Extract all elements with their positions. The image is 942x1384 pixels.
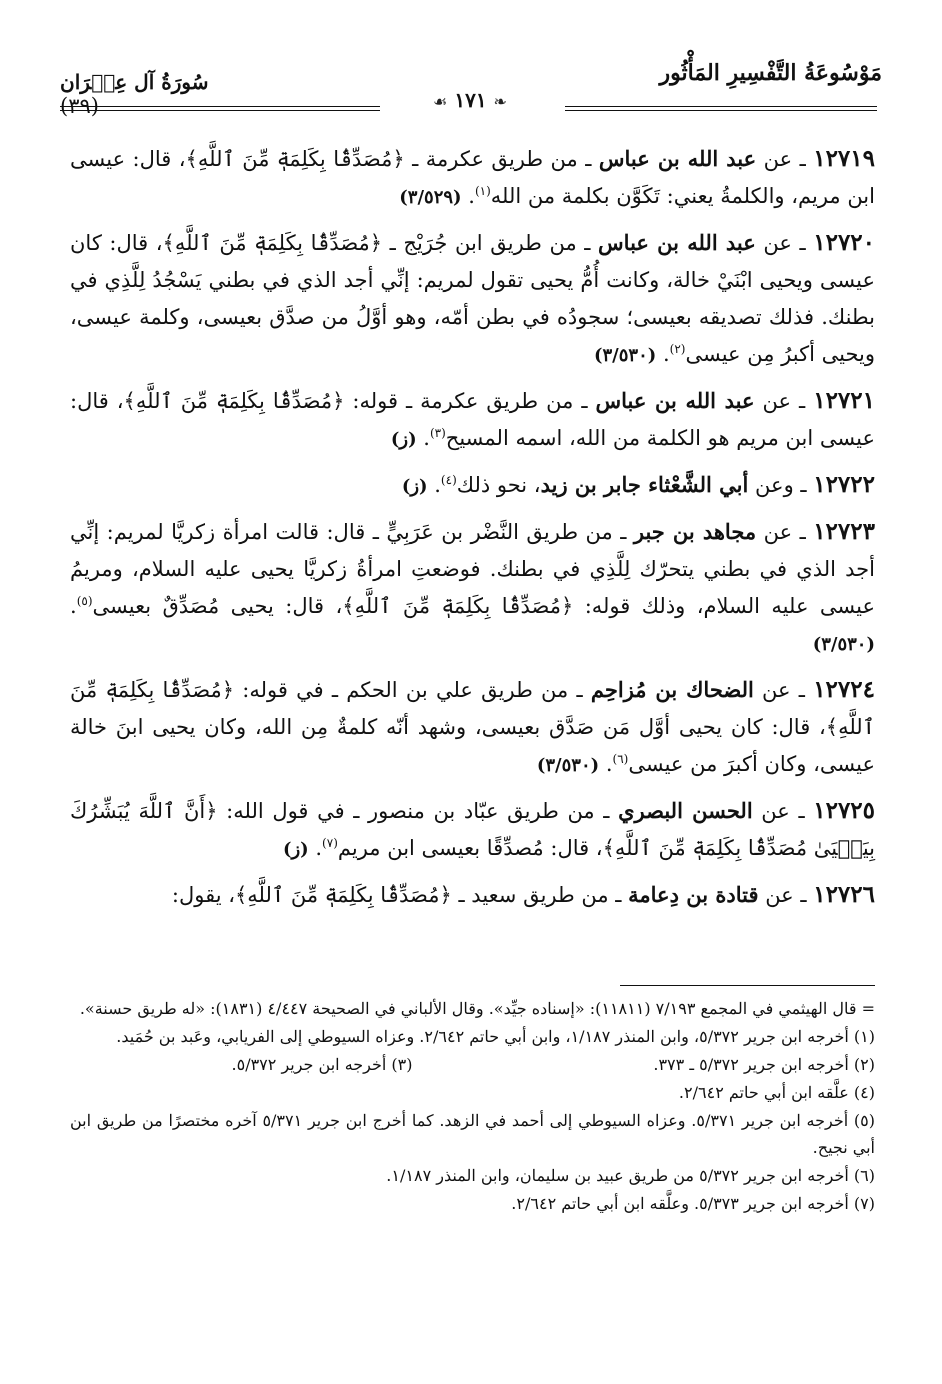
entry-text: . xyxy=(461,184,475,208)
entry-text: . xyxy=(599,752,613,776)
entry-text: . xyxy=(427,473,441,497)
entry-text: ـ عن xyxy=(756,520,814,544)
volume-reference: (ز) xyxy=(390,429,417,450)
footnote-3: (٣) أخرجه ابن جرير ٥/٣٧٢. xyxy=(231,1055,413,1074)
narrator-name: قتادة بن دِعامة xyxy=(628,882,759,907)
entry-number: ١٢٧٢٢ xyxy=(813,471,875,498)
body-text xyxy=(70,140,875,975)
volume-reference: (٣/٥٢٩) xyxy=(399,187,462,208)
footnote-7: (٧) أخرجه ابن جرير ٥/٣٧٣. وعلَّقه ابن أبي حاتم ٢/٦٤٢. xyxy=(511,1194,875,1213)
volume-reference: (ز) xyxy=(282,839,309,860)
sura-header xyxy=(60,70,240,118)
footnote-2: (٢) أخرجه ابن جرير ٥/٣٧٢ ـ ٣٧٣. xyxy=(653,1055,875,1074)
entry-text: . xyxy=(308,836,323,860)
narrator-name: الضحاك بن مُزاحِم xyxy=(590,677,754,702)
entry xyxy=(70,792,875,868)
entry-text: . xyxy=(416,426,430,450)
entry-number: ١٢٧١٩ xyxy=(813,145,875,172)
footnote-marker: (٣) xyxy=(429,426,446,440)
volume-reference: (ز) xyxy=(401,476,428,497)
entry-text: ، نحو ذلك xyxy=(456,473,541,497)
entry-text: ـ من طريق ابن جُرَيْج ـ ﴿مُصَدِّقَۢا بِكَلِمَةٖ مِّنَ ٱللَّهِ﴾، قال: كان عيسى ويحيى ابْنَيْ خالة، وكانت أُمُّ يحيى تقول لمريم: إنِّي أجد الذي في بطني يَسْجُدُ لِلَّذِي في بطنك. فذلك تصديقه بعيسى؛ سجودُه في بطن أمّه، وهو أوَّلُ من صدَّق بعيسى، وكلمة عيسى، ويحيى أكبرُ مِن عيسى xyxy=(70,231,875,366)
footnote-marker: (٥) xyxy=(76,594,93,608)
entry xyxy=(70,140,875,216)
footnote-1: (١) أخرجه ابن جرير ٥/٣٧٢، وابن المنذر ١/١٨٧، وابن أبي حاتم ٢/٦٤٢. وعزاه السيوطي إلى الفريابي، وعَبد بن حُمَيد. xyxy=(116,1027,875,1046)
sura-number: (٣٩) xyxy=(60,94,99,118)
footnote-marker: (٦) xyxy=(612,752,629,766)
entry-text: ـ من طريق عكرمة ـ قوله: ﴿مُصَدِّقَۢا بِكَلِمَةٖ مِّنَ ٱللَّهِ﴾، قال: عيسى ابن مريم هو الكلمة من الله، اسمه المسيح xyxy=(70,389,875,450)
entry-text: ـ من طريق علي بن الحكم ـ في قوله: ﴿مُصَدِّقَۢا بِكَلِمَةٖ مِّنَ ٱللَّهِ﴾، قال: كان يحيى أوَّل مَن صَدَّق بعيسى، وشهد أنّه كلمةٌ مِن الله، وكان يحيى ابنَ خالة عيسى، وكان أكبرَ من عيسى xyxy=(70,678,875,776)
entry-text: . xyxy=(70,594,77,618)
entry-text: ـ من طريق سعيد ـ ﴿مُصَدِّقَۢا بِكَلِمَةٖ مِّنَ ٱللَّهِ﴾، يقول: xyxy=(171,883,629,907)
footnote-marker: (٧) xyxy=(322,836,338,850)
sura-title: سُورَةُ آل عِمۡرَان xyxy=(60,70,209,94)
book-title: مَوْسُوعَةُ التَّفْسِيرِ المَأْثُور xyxy=(659,60,882,86)
footnote-row xyxy=(70,1051,875,1079)
footnote-4: (٤) علَّقه ابن أبي حاتم ٢/٦٤٢. xyxy=(678,1083,875,1102)
page-number-block xyxy=(380,88,560,118)
volume-reference: (٣/٥٣٠) xyxy=(812,634,875,655)
header-rule-right xyxy=(565,106,877,107)
entry-text: . xyxy=(656,342,670,366)
footnote-marker: (٢) xyxy=(669,342,686,356)
header-rule-right-thin xyxy=(565,110,877,111)
entry-text: ـ وعن xyxy=(748,473,814,497)
entry xyxy=(70,224,875,374)
footnote-6: (٦) أخرجه ابن جرير ٥/٣٧٢ من طريق عبيد بن سليمان، وابن المنذر ١/١٨٧. xyxy=(386,1166,875,1185)
footnote-marker: (١) xyxy=(474,184,491,198)
entry-text: ـ من طريق عكرمة ـ ﴿مُصَدِّقَۢا بِكَلِمَةٖ مِّنَ ٱللَّهِ﴾، قال: عيسى ابن مريم، والكلمةُ يعني: تَكَوَّن بكلمة من الله xyxy=(70,147,875,208)
entry-number: ١٢٧٢٠ xyxy=(813,229,876,256)
entry-text: ـ عن xyxy=(758,883,814,907)
footnote-marker: (٤) xyxy=(440,473,457,487)
entry-text: ـ عن xyxy=(754,389,814,413)
entry xyxy=(70,513,875,663)
narrator-name: أبي الشَّعْثاء جابر بن زيد xyxy=(540,472,749,497)
footnotes xyxy=(70,995,875,1335)
footnote-5: (٥) أخرجه ابن جرير ٥/٣٧١. وعزاه السيوطي إلى أحمد في الزهد. كما أخرج ابن جرير ٥/٣٧١ آخره مختصرًا من طريق ابن أبي نجيح. xyxy=(70,1111,876,1157)
entry-number: ١٢٧٢٦ xyxy=(813,881,875,908)
ornament-left-icon: ❧ xyxy=(493,92,507,111)
ornament-right-icon: ☙ xyxy=(433,92,448,111)
entry-text: ـ من طريق النَّضْر بن عَرَبِيٍّ ـ قال: قالت امرأة زكريَّا لمريم: إنِّي أجد الذي في بطني يتحرّك لِلَّذِي في بطنك. فوضعتِ امرأةُ زكريَّا يحيى عليه السلام، ومريمُ عيسى عليه السلام، وذلك قوله: ﴿مُصَدِّقَۢا بِكَلِمَةٖ مِّنَ ٱللَّهِ﴾، قال: يحيى مُصَدِّقٌ بعيسى xyxy=(70,520,875,618)
narrator-name: عبد الله بن عباس xyxy=(598,230,756,255)
header-rule-left xyxy=(60,106,380,107)
page-number: ١٧١ xyxy=(454,88,487,112)
entry-text: ـ عن xyxy=(752,799,814,823)
entry xyxy=(70,876,875,914)
entry-number: ١٢٧٢٤ xyxy=(813,676,875,703)
narrator-name: عبد الله بن عباس xyxy=(598,146,757,171)
entry-number: ١٢٧٢٣ xyxy=(813,518,875,545)
entry-number: ١٢٧٢٥ xyxy=(813,797,876,824)
volume-reference: (٣/٥٣٠) xyxy=(536,755,600,776)
footnote-separator xyxy=(620,985,875,986)
entry xyxy=(70,466,875,505)
narrator-name: مجاهد بن جبر xyxy=(633,519,757,544)
entry-text: ـ عن xyxy=(756,147,814,171)
volume-reference: (٣/٥٣٠) xyxy=(593,345,657,366)
entry-text: ـ من طريق عبّاد بن منصور ـ في قول الله: ﴿أَنَّ ٱللَّهَ يُبَشِّرُكَ بِيَحۡيَىٰ مُصَدِّقَۢا بِكَلِمَةٖ مِّنَ ٱللَّهِ﴾، قال: مُصدِّقًا بعيسى ابن مريم xyxy=(70,799,875,860)
entry-number: ١٢٧٢١ xyxy=(813,387,875,414)
narrator-name: الحسن البصري xyxy=(618,798,753,823)
footnote-continued: = قال الهيثمي في المجمع ٧/١٩٣ (١١٨١١): «إسناده جيِّد». وقال الألباني في الصحيحة ٤/٤٤٧ (١٨٣١): «له طريق حسنة». xyxy=(79,999,875,1018)
entry xyxy=(70,671,875,784)
entry-text: ـ عن xyxy=(755,231,814,255)
narrator-name: عبد الله بن عباس xyxy=(595,388,755,413)
entry-text: ـ عن xyxy=(753,678,814,702)
header-rule-left-thin xyxy=(60,110,380,111)
entry xyxy=(70,382,875,458)
